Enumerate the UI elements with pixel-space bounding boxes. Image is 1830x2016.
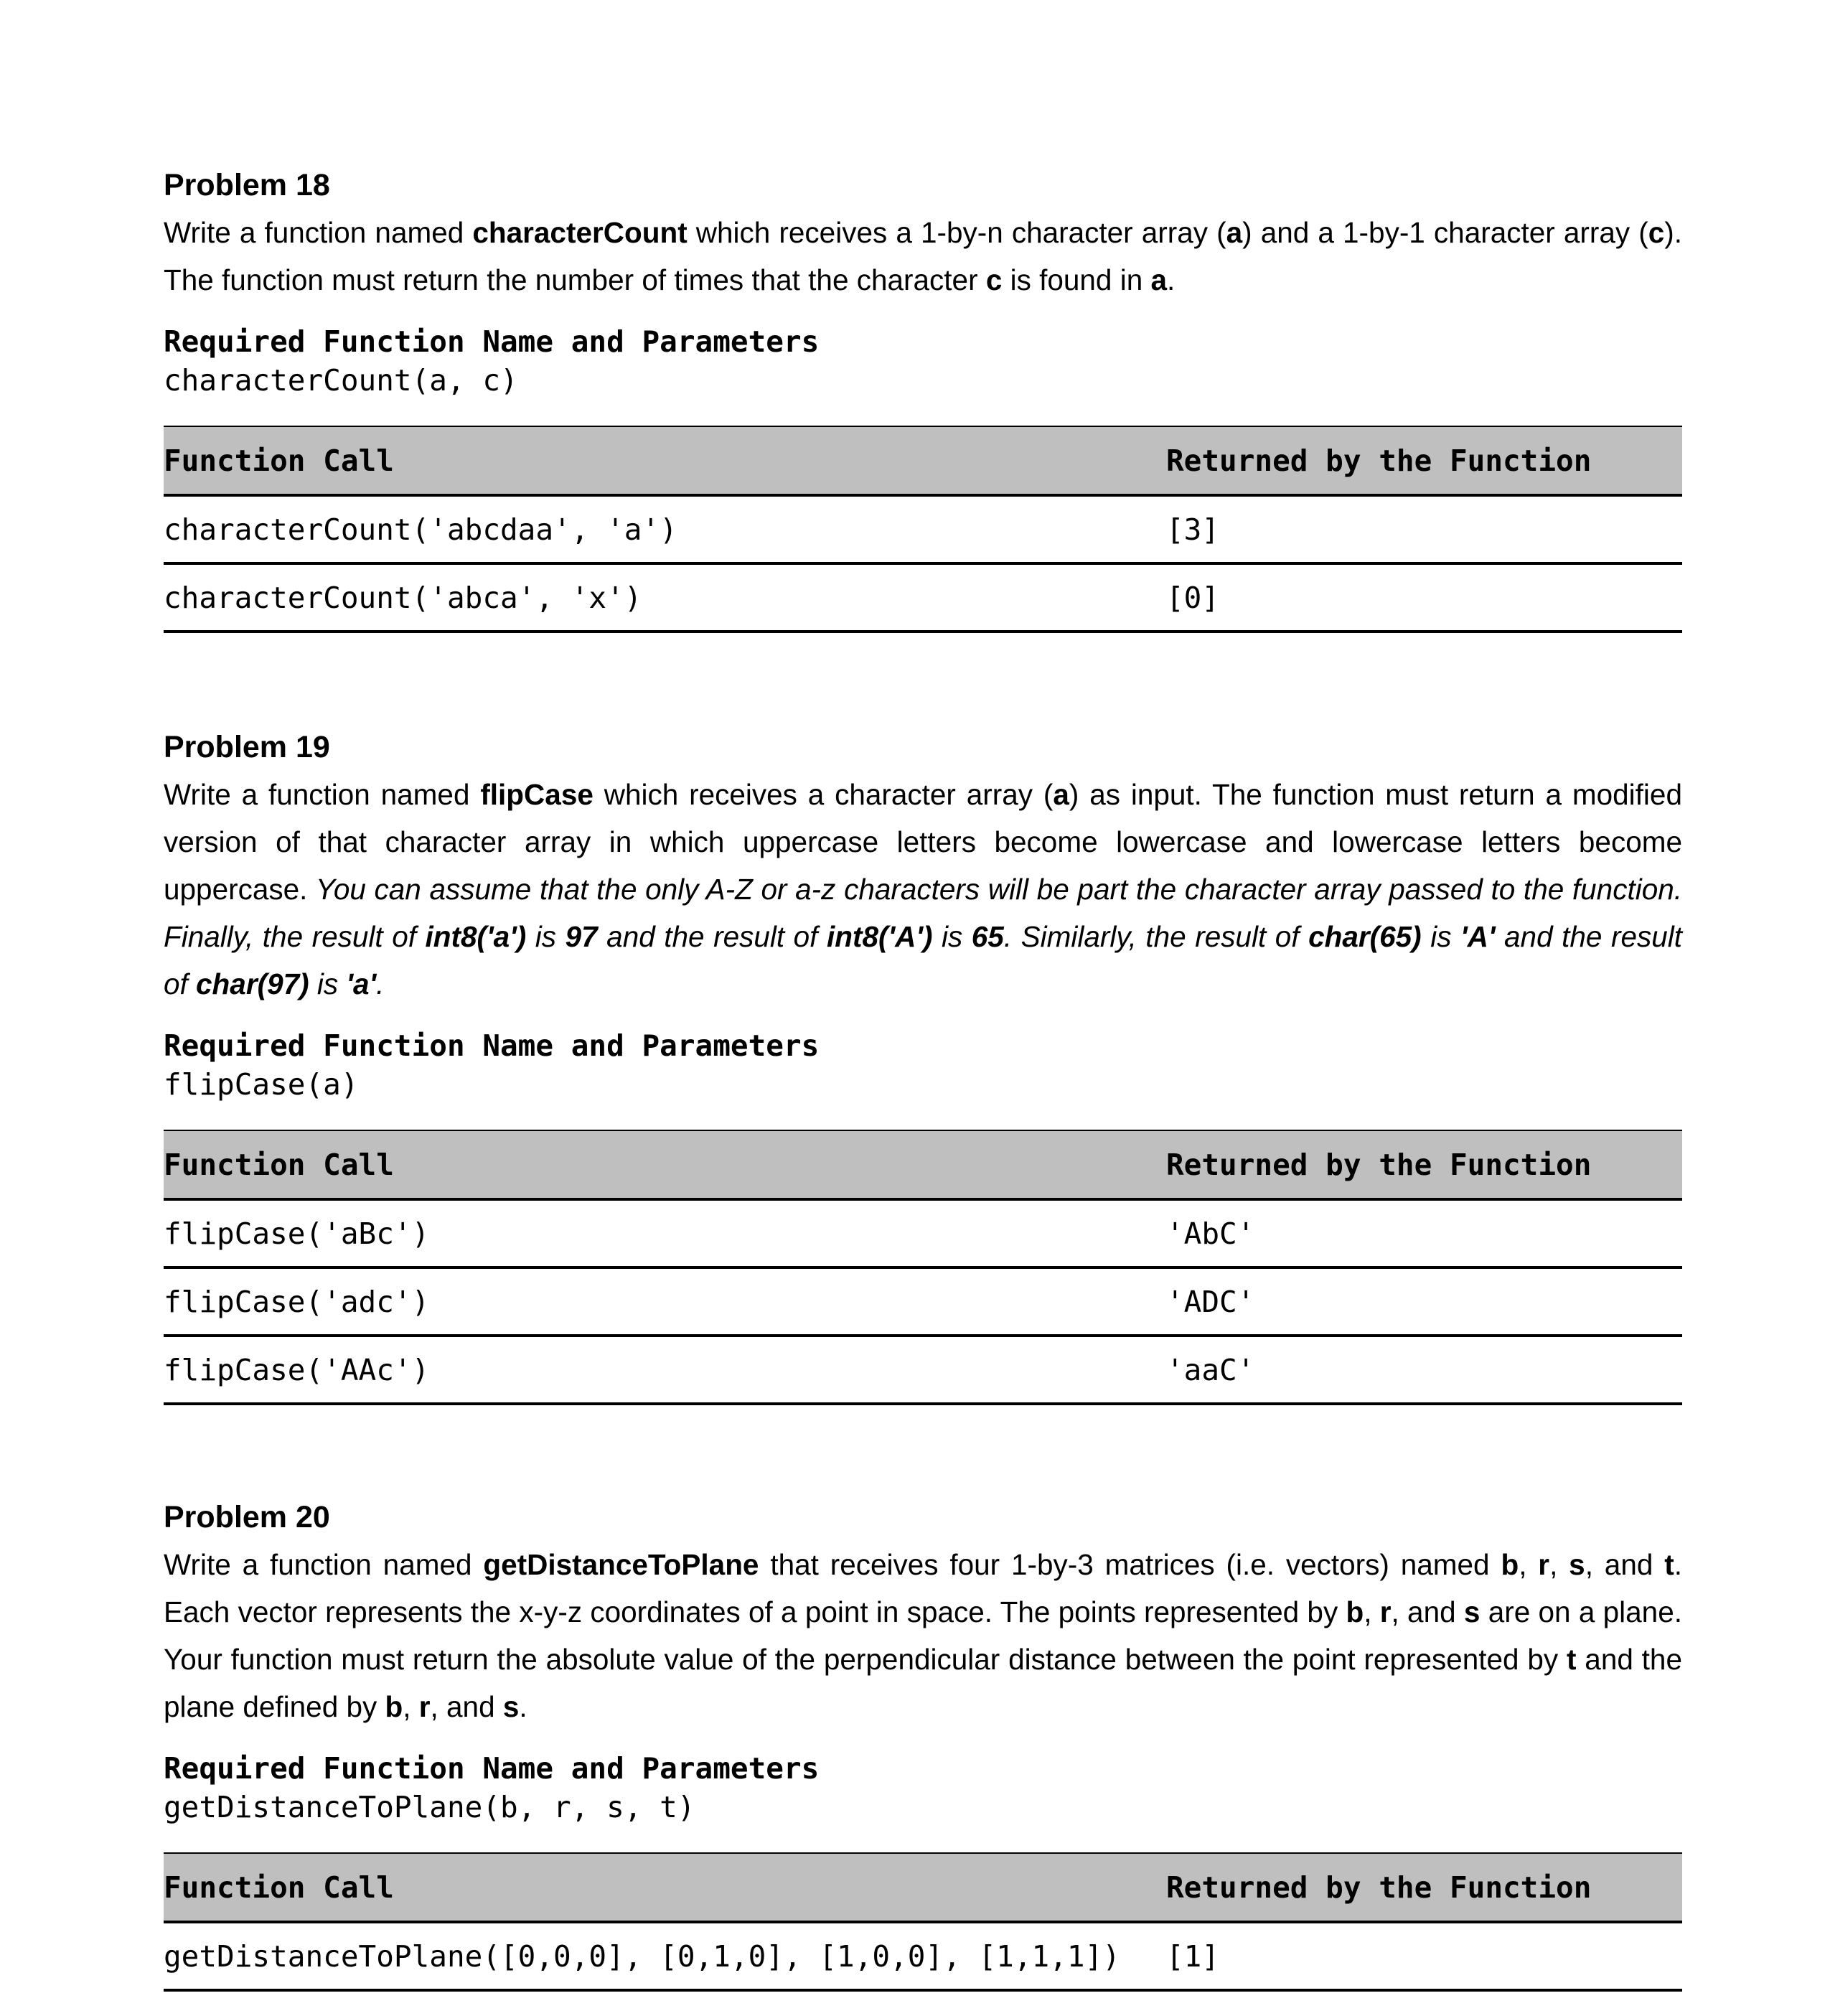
table-row bbox=[164, 495, 1682, 563]
return-value-cell: [1] bbox=[1166, 1922, 1682, 1990]
description-segment: , bbox=[1364, 1595, 1380, 1628]
description-segment: , bbox=[403, 1690, 419, 1723]
problem-19 bbox=[164, 723, 1682, 1405]
table-row bbox=[164, 563, 1682, 632]
description-segment: , bbox=[1519, 1548, 1539, 1581]
description-segment: a bbox=[1226, 216, 1243, 249]
description-segment: ) as input. The function must return a modified version of that character array in which uppercase letters become lowercase and lowercase letters become uppercase. bbox=[164, 778, 1682, 906]
return-value-cell: [3] bbox=[1166, 495, 1682, 563]
problem-title: Problem 20 bbox=[164, 1500, 330, 1534]
table-row bbox=[164, 1922, 1682, 1990]
column-header: Function Call bbox=[164, 1853, 1166, 1922]
return-value-cell: 'AbC' bbox=[1166, 1199, 1682, 1267]
description-segment: b bbox=[1346, 1595, 1364, 1628]
description-segment: , bbox=[1549, 1548, 1569, 1581]
column-header: Returned by the Function bbox=[1166, 426, 1682, 495]
description-segment: 'a' bbox=[346, 967, 377, 1000]
description-segment: is bbox=[932, 920, 972, 953]
examples-table bbox=[164, 426, 1682, 633]
problem-description bbox=[164, 209, 1682, 304]
column-header: Returned by the Function bbox=[1166, 1853, 1682, 1922]
description-segment: . Similarly, the result of bbox=[1003, 920, 1309, 953]
description-segment: which receives a character array ( bbox=[593, 778, 1054, 811]
description-segment: c bbox=[1648, 216, 1665, 249]
problem-title: Problem 19 bbox=[164, 730, 330, 764]
column-header: Function Call bbox=[164, 1130, 1166, 1199]
description-segment: flipCase bbox=[480, 778, 593, 811]
description-segment: You can assume that the only A-Z or a-z characters will be part the character array passed to the function. Finally, the result of bbox=[164, 873, 1682, 953]
description-segment: . Each vector represents the x-y-z coordinates of a point in space. The points represented by bbox=[164, 1548, 1682, 1628]
function-call-cell: characterCount('abca', 'x') bbox=[164, 563, 1166, 632]
return-value-cell: [0] bbox=[1166, 563, 1682, 632]
description-segment: , and bbox=[1391, 1595, 1464, 1628]
description-segment: s bbox=[502, 1690, 520, 1723]
description-segment: 97 bbox=[565, 920, 598, 953]
function-call-cell: flipCase('AAc') bbox=[164, 1336, 1166, 1404]
table-row bbox=[164, 1336, 1682, 1404]
description-segment: a bbox=[1053, 778, 1069, 811]
description-segment: . bbox=[376, 967, 385, 1000]
problem-title: Problem 18 bbox=[164, 168, 330, 202]
function-signature: flipCase(a) bbox=[164, 1067, 359, 1102]
description-segment: characterCount bbox=[472, 216, 688, 249]
description-segment: and the result of bbox=[164, 920, 1682, 1000]
description-segment: . bbox=[519, 1690, 527, 1723]
description-segment: . bbox=[1167, 263, 1176, 296]
description-segment: , and bbox=[430, 1690, 503, 1723]
description-segment: int8('A') bbox=[826, 920, 933, 953]
description-segment: Write a function named bbox=[164, 778, 481, 811]
description-segment: is bbox=[309, 967, 347, 1000]
description-segment: getDistanceToPlane bbox=[483, 1548, 759, 1581]
description-segment: that receives four 1-by-3 matrices (i.e. vectors) named bbox=[759, 1548, 1501, 1581]
description-segment: is found in bbox=[1002, 263, 1151, 296]
function-signature: characterCount(a, c) bbox=[164, 363, 518, 398]
description-segment: is bbox=[1421, 920, 1460, 953]
description-segment: and the plane defined by bbox=[164, 1643, 1682, 1723]
table-row bbox=[164, 1267, 1682, 1336]
description-segment: int8('a') bbox=[425, 920, 527, 953]
description-segment: Write a function named bbox=[164, 1548, 484, 1581]
required-label: Required Function Name and Parameters bbox=[164, 324, 820, 359]
examples-table bbox=[164, 1130, 1682, 1405]
description-segment: 'A' bbox=[1460, 920, 1496, 953]
description-segment: ) and a 1-by-1 character array ( bbox=[1242, 216, 1648, 249]
problem-description bbox=[164, 1541, 1682, 1730]
function-call-cell: characterCount('abcdaa', 'a') bbox=[164, 495, 1166, 563]
column-header: Function Call bbox=[164, 426, 1166, 495]
description-segment: r bbox=[418, 1690, 431, 1723]
function-call-cell: flipCase('aBc') bbox=[164, 1199, 1166, 1267]
function-signature: getDistanceToPlane(b, r, s, t) bbox=[164, 1790, 695, 1824]
description-segment: r bbox=[1379, 1595, 1392, 1628]
description-segment: s bbox=[1569, 1548, 1585, 1581]
description-segment: , and bbox=[1585, 1548, 1665, 1581]
function-call-cell: flipCase('adc') bbox=[164, 1267, 1166, 1336]
table-header-row bbox=[164, 1130, 1682, 1199]
table-row bbox=[164, 1199, 1682, 1267]
function-call-cell: getDistanceToPlane([0,0,0], [0,1,0], [1,0,0], [1,1,1]) bbox=[164, 1922, 1166, 1990]
description-segment: c bbox=[985, 263, 1003, 296]
description-segment: are on a plane. Your function must return the absolute value of the perpendicular distance between the point represented by bbox=[164, 1595, 1682, 1676]
problem-20 bbox=[164, 1494, 1682, 1992]
required-label: Required Function Name and Parameters bbox=[164, 1751, 820, 1786]
description-segment: a bbox=[1150, 263, 1168, 296]
description-segment: and the result of bbox=[597, 920, 827, 953]
description-segment: t bbox=[1664, 1548, 1674, 1581]
description-segment: 65 bbox=[971, 920, 1004, 953]
description-segment: r bbox=[1538, 1548, 1550, 1581]
required-label: Required Function Name and Parameters bbox=[164, 1028, 820, 1063]
description-segment: b bbox=[1501, 1548, 1519, 1581]
description-segment: which receives a 1-by-n character array ( bbox=[687, 216, 1226, 249]
description-segment: char(97) bbox=[196, 967, 309, 1000]
problem-18 bbox=[164, 161, 1682, 633]
description-segment: char(65) bbox=[1308, 920, 1422, 953]
description-segment: ). The function must return the number of times that the character bbox=[164, 216, 1682, 296]
return-value-cell: 'aaC' bbox=[1166, 1336, 1682, 1404]
examples-table bbox=[164, 1852, 1682, 1992]
description-segment: is bbox=[526, 920, 566, 953]
description-segment: s bbox=[1463, 1595, 1481, 1628]
column-header: Returned by the Function bbox=[1166, 1130, 1682, 1199]
return-value-cell: 'ADC' bbox=[1166, 1267, 1682, 1336]
description-segment: Write a function named bbox=[164, 216, 473, 249]
table-header-row bbox=[164, 1853, 1682, 1922]
description-segment: b bbox=[385, 1690, 403, 1723]
problem-description bbox=[164, 771, 1682, 1008]
table-header-row bbox=[164, 426, 1682, 495]
description-segment: t bbox=[1566, 1643, 1577, 1676]
